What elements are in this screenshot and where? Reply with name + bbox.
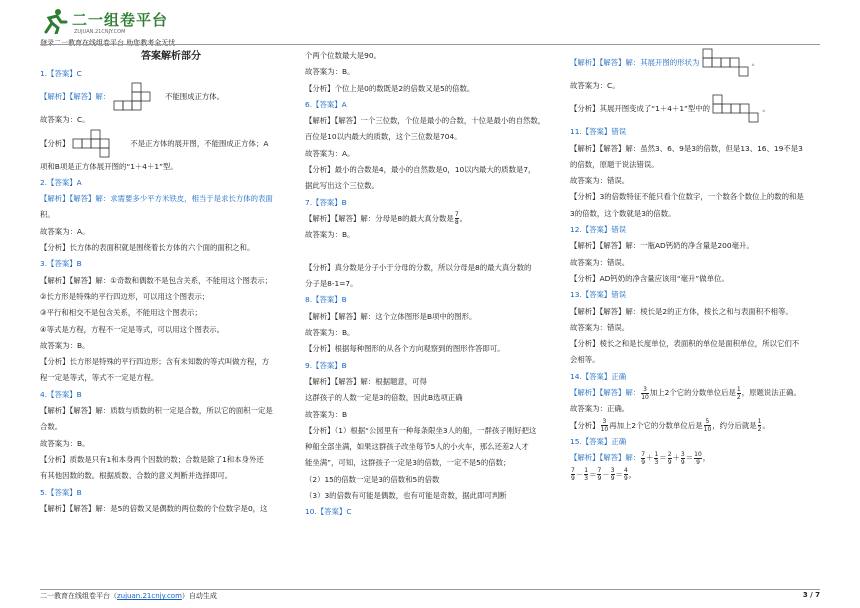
text-line: 【解析】【解答】解：质数与质数的积一定是合数，所以它的面积一定是	[40, 406, 273, 416]
text-line: 【分析】最小的合数是4，最小的自然数是0，10以内最大的质数是7，	[305, 165, 536, 175]
text-line: 【解析】【解答】解：求需要多少平方米铁皮，相当于是求长方体的表面	[40, 194, 273, 204]
explanation-label: 【分析】	[40, 138, 70, 148]
fraction: $\frac{10}{9}$	[694, 450, 702, 466]
answer-q10: 10.【答案】C	[305, 507, 352, 517]
analysis-text: 不能围成正方体。	[164, 92, 225, 102]
text-line: 个两个位数最大是90。	[305, 51, 381, 60]
text-line: 故答案为：A。	[305, 148, 355, 158]
text-line: 故答案为：B。	[305, 328, 355, 338]
cube-net-figure	[712, 94, 762, 124]
text-line: 故答案为：错误。	[570, 176, 630, 186]
text-line: 【解析】【解答】解：是5的倍数又是偶数的两位数的个位数字是0，这	[40, 503, 268, 513]
answer-q9: 9.【答案】B	[305, 360, 347, 370]
answer-column-2	[305, 48, 567, 521]
text-line: ②长方形是特殊的平行四边形，可以用这个图表示；	[40, 291, 210, 301]
text-line: 【解析】【解答】解：棱长是2的正方体，棱长之和与表面积不相等。	[570, 306, 793, 316]
text-line: 故答案为：正确。	[570, 404, 630, 414]
answer-q8: 8.【答案】B	[305, 295, 347, 305]
logo-url: ZUJUAN.21CNJY.COM	[74, 29, 126, 35]
explanation-text: 不是正方体的展开图，不能围成正方体；A	[130, 138, 269, 148]
blank-line	[305, 244, 567, 260]
answer-q4: 4.【答案】B	[40, 389, 82, 399]
fraction: $\frac{7}{9}$	[571, 467, 575, 483]
cube-net-figure	[113, 82, 163, 112]
fraction: $\frac{2}{9}$	[667, 450, 672, 466]
fraction-three-tenths: $\frac{3}{10}$	[600, 418, 609, 434]
text-line: 【解析】【解答】解：一瓶AD钙奶的净含量是200毫升。	[570, 241, 754, 251]
fraction-five-tenths: $\frac{5}{10}$	[703, 418, 712, 434]
fraction: $\frac{1}{3}$	[654, 450, 659, 466]
text-line: 3的倍数，这个数就是3的倍数。	[570, 208, 676, 218]
text-line: 故答案为：C。	[570, 81, 620, 90]
q15-equation-2: $\frac{7}{9}$ － $\frac{1}{3}$ ＝ $\frac{7}{9}$ － $\frac{3}{9}$ ＝ $\frac{4}{9}$ ，	[571, 467, 637, 483]
fraction: $\frac{7}{9}$	[641, 450, 646, 466]
text-line	[570, 467, 832, 483]
header-divider	[40, 44, 820, 45]
fraction-one-half: $\frac{1}{2}$	[736, 385, 741, 401]
text-line: 【解析】【解答】解：虽然3、6、9是3的倍数，但是13、16、19不是3	[570, 143, 803, 153]
text-line: 【分析】长方体的表面积就是围绕着长方体的六个面的面积之和。	[40, 243, 255, 253]
text-line: 据此写出这个三位数。	[305, 181, 379, 191]
page-header	[40, 8, 820, 48]
explanation-line	[40, 129, 302, 159]
text-line: 【分析】长方形是特殊的平行四边形；含有未知数的等式叫做方程，方	[40, 357, 270, 367]
answer-column-1	[40, 48, 302, 517]
answer-q3: 3.【答案】B	[40, 259, 82, 269]
fraction: $\frac{1}{3}$	[584, 467, 589, 483]
text-line: 【分析】 $\frac{3}{10}$ 再加上2个它的分数单位后是 $\frac{5}{10}$ ，约分后就是 $\frac{1}{2}$ 。	[570, 418, 770, 434]
text-line: 【解析】【解答】解：①奇数和偶数不是包含关系，不能用这个图表示；	[40, 275, 273, 285]
text-line: 百位是10以内最大的质数，这个三位数是704。	[305, 132, 462, 142]
text-line: 故答案为：B。	[40, 340, 90, 350]
answer-q15: 15.【答案】正确	[570, 436, 627, 446]
answer-q2: 2.【答案】A	[40, 177, 82, 187]
fraction: $\frac{3}{9}$	[610, 467, 615, 483]
answer-q6: 6.【答案】A	[305, 99, 347, 109]
answer-q12: 12.【答案】错误	[570, 225, 627, 235]
header-tagline: 登录二一教育在线组卷平台 助您教考全无忧	[40, 39, 176, 47]
page-title: 答案解析部分	[141, 51, 201, 62]
text-line: 【分析】3的倍数特征不能只看个位数字，一个数各个数位上的数的和是	[570, 192, 804, 202]
text-line: 【分析】质数是只有1和本身两个因数的数；合数是除了1和本身外还	[40, 454, 264, 464]
text-line: 【解析】【解答】解： $\frac{7}{9}$ ＋ $\frac{1}{3}$ ＝ $\frac{2}{9}$ ＋ $\frac{3}{9}$ ＝ $\frac{10}{9}$ ，	[570, 450, 711, 466]
text-line: ④等式是方程，方程不一定是等式，可以用这个图表示。	[40, 324, 225, 334]
answer-q11: 11.【答案】错误	[570, 127, 627, 137]
answer-q14: 14.【答案】正确	[570, 371, 627, 381]
text-line: 故答案为：B。	[305, 67, 355, 77]
runner-logo-icon	[40, 8, 68, 34]
answer-q7: 7.【答案】B	[305, 197, 347, 207]
footer-link[interactable]: zujuan.21cnjy.com	[117, 592, 182, 600]
text-line: 故答案为：B。	[305, 230, 355, 240]
text-line: 故答案为：B	[305, 409, 348, 419]
fraction: $\frac{7}{9}$	[597, 467, 602, 483]
fraction-one-half: $\frac{1}{2}$	[757, 418, 762, 434]
analysis-line: 【解析】【解答】解：其展开图的形状为 。	[570, 48, 832, 78]
text-line: 【分析】（1）根据“公园里有一种每条限坐3人的船，一群孩子刚好把这	[305, 425, 537, 435]
text-line: 分子是8-1=7。	[305, 279, 358, 289]
explanation-line: 【分析】其展开图变成了“1＋4＋1”型中的 。	[570, 94, 832, 124]
text-line: 故答案为：错误。	[570, 257, 630, 267]
text-line: 【分析】棱长之和是长度单位，表面积的单位是面积单位，所以它们不	[570, 339, 800, 349]
text-line: 项和B项是正方体展开图的“1＋4＋1”型。	[40, 161, 178, 171]
q15-equation-1: $\frac{7}{9}$ ＋ $\frac{1}{3}$ ＝ $\frac{2}{9}$ ＋ $\frac{3}{9}$ ＝ $\frac{10}{9}$ ，	[641, 450, 711, 466]
text-line: 程一定是等式，等式不一定是方程。	[40, 373, 159, 383]
text-line: 能坐满”，可知，这群孩子一定是3的倍数，一定不是5的倍数；	[305, 458, 511, 468]
fraction-seven-eighths: $\frac{7}{8}$	[454, 211, 459, 227]
text-line: 【解析】【解答】解： $\frac{3}{10}$ 加上2个它的分数单位后是 $\frac{1}{2}$ ，原题说法正确。	[570, 385, 801, 401]
text-line: 【分析】真分数是分子小于分母的分数，所以分母是8的最大真分数的	[305, 262, 532, 272]
text-line: 的倍数，原题干说法错误。	[570, 159, 659, 169]
text-line: 【解析】【解答】解：这个立体图形是B项中的图形。	[305, 311, 477, 321]
text-line: 合数。	[40, 422, 63, 432]
text-line: 故答案为：B。	[40, 438, 90, 448]
cube-net-figure	[72, 129, 128, 159]
logo-text: 二一组卷平台	[72, 11, 169, 29]
footer-divider	[40, 589, 820, 590]
text-line: （2）15的倍数一定是3的倍数和5的倍数	[305, 474, 440, 484]
page-number: 3 / 7	[802, 591, 820, 599]
fraction: $\frac{3}{9}$	[680, 450, 685, 466]
cube-net-figure	[702, 48, 752, 78]
text-line: （3）3的倍数有可能是偶数，也有可能是奇数，据此即可判断	[305, 491, 507, 501]
answer-column-3	[570, 48, 832, 483]
analysis-label: 【解析】【解答】解：	[40, 92, 111, 102]
answer-line: 故答案为：C。	[40, 115, 90, 125]
text-line: 积。	[40, 210, 55, 220]
text-line: 这群孩子的人数一定是3的倍数，因此B选项正确	[305, 393, 463, 403]
answer-q5: 5.【答案】B	[40, 487, 82, 497]
text-line: ③平行和相交不是包含关系，不能用这个图表示；	[40, 308, 202, 318]
text-line: 【分析】个位上是0的数既是2的倍数又是5的倍数。	[305, 83, 475, 93]
text-line: 有其他因数的数。根据质数、合数的意义判断并选择即可。	[40, 471, 233, 481]
text-line: 种船全部坐满，如果这群孩子改坐每节5人的小火车，那么还差2人才	[305, 442, 529, 452]
text-line: 故答案为：错误。	[570, 322, 630, 332]
fraction-three-tenths: $\frac{3}{10}$	[641, 385, 649, 401]
text-line: 【解析】【解答】解：分母是8的最大真分数是 $\frac{7}{8}$ 。	[305, 211, 468, 227]
analysis-line	[40, 82, 302, 112]
text-line: 会相等。	[570, 355, 600, 365]
text-line: 【解析】【解答】解：根据题意，可得	[305, 376, 427, 386]
text-line: 故答案为：A。	[40, 226, 90, 236]
text-line: 【分析】根据每种图形的从各个方向观察到的图形作答即可。	[305, 344, 505, 354]
text-line: 【解析】【解答】一个三位数，个位是最小的合数，十位是最小的自然数，	[305, 116, 546, 126]
fraction: $\frac{4}{9}$	[623, 467, 628, 483]
text-line: 【分析】AD钙奶的净含量应该用“毫升”做单位。	[570, 273, 729, 283]
answer-q13: 13.【答案】错误	[570, 290, 627, 300]
footer-text: 二一教育在线组卷平台（zujuan.21cnjy.com）自动生成	[40, 592, 217, 600]
answer-q1: 1.【答案】C	[40, 69, 82, 78]
